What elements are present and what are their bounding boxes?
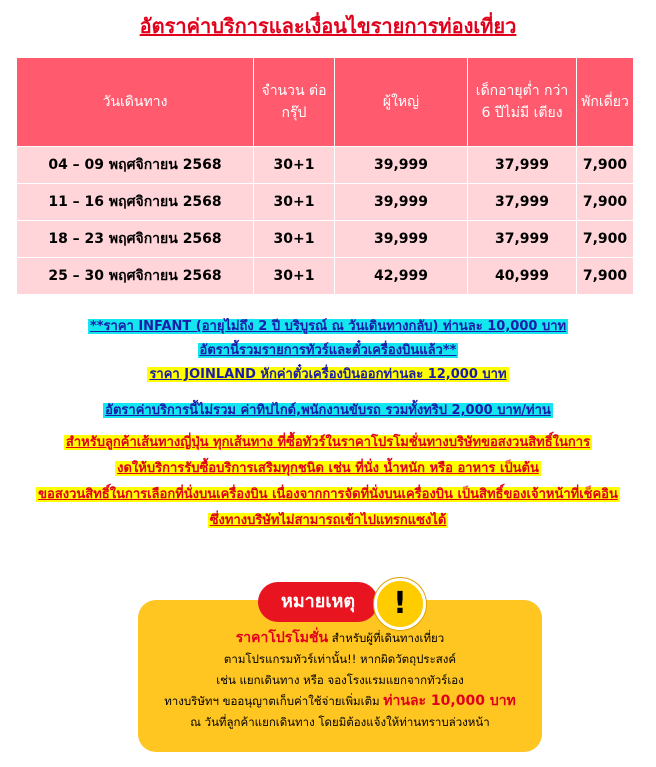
table-row: [17, 147, 634, 184]
remark-amount: ท่านละ 10,000 บาท: [383, 693, 516, 709]
joinland-note-text: ราคา JOINLAND หักค่าตั๋วเครื่องบินออกท่านละ 12,000 บาท: [149, 367, 507, 382]
seat-note-line1: [0, 432, 656, 454]
seat-note-line4: [0, 510, 656, 532]
cell-child: 37,999: [468, 147, 577, 184]
cell-single: 7,900: [577, 184, 634, 221]
cell-single: 7,900: [577, 258, 634, 295]
cell-adult: 39,999: [335, 147, 468, 184]
cell-single: 7,900: [577, 147, 634, 184]
header-travel-date: วันเดินทาง: [17, 58, 254, 147]
infant-note-text1: **ราคา INFANT (อายุไม่ถึง 2 ปี บริบูรณ์ ณ วันเดินทางกลับ) ท่านละ 10,000 บาท: [89, 319, 567, 334]
joinland-note: [0, 364, 656, 386]
table-row: [17, 184, 634, 221]
seat-note-text4: ซึ่งทางบริษัทไม่สามารถเข้าไปแทรกแซงได้: [209, 513, 447, 528]
table-row: [17, 221, 634, 258]
remark-line3: เช่น แยกเดินทาง หรือ จองโรงแรมแยกจากทัวร์เอง: [216, 673, 464, 687]
cell-adult: 42,999: [335, 258, 468, 295]
infant-note-line2: [0, 340, 656, 362]
cell-date: 18 – 23 พฤศจิกายน 2568: [17, 221, 254, 258]
page-title: อัตราค่าบริการและเงื่อนไขรายการท่องเที่ยว: [139, 14, 517, 38]
cell-date: 25 – 30 พฤศจิกายน 2568: [17, 258, 254, 295]
seat-note-text3: ขอสงวนสิทธิ์ในการเลือกที่นั่งบนเครื่องบิน เนื่องจากการจัดที่นั่งบนเครื่องบิน เป็นสิทธิ์ของเจ้าหน้าที่เช็คอิน: [38, 487, 618, 502]
cell-child: 40,999: [468, 258, 577, 295]
cell-date: 11 – 16 พฤศจิกายน 2568: [17, 184, 254, 221]
header-group-size: จำนวน ต่อกรุ๊ป: [254, 58, 335, 147]
seat-note-text2: งดให้บริการรับซื้อบริการเสริมทุกชนิด เช่น ที่นั่ง น้ำหนัก หรือ อาหาร เป็นต้น: [117, 461, 539, 476]
remark-line2: ตามโปรแกรมทัวร์เท่านั้น!! หากผิดวัตถุประสงค์: [223, 652, 457, 666]
tip-note: [0, 400, 656, 422]
remark-line1: [138, 628, 542, 649]
exclamation-icon: !: [374, 578, 426, 630]
remark-line1-rest: สำหรับผู้ที่เดินทางเที่ยว: [331, 631, 445, 645]
table-row: [17, 258, 634, 295]
remark-text: [138, 628, 542, 733]
remark-badge: หมายเหตุ: [258, 582, 378, 622]
cell-child: 37,999: [468, 221, 577, 258]
header-single-supplement: พักเดี่ยว: [577, 58, 634, 147]
cell-group: 30+1: [254, 184, 335, 221]
remark-promo: ราคาโปรโมชั่น: [235, 630, 329, 646]
infant-note-line1: [0, 316, 656, 338]
table-header-row: [17, 58, 634, 147]
tip-note-text: อัตราค่าบริการนี้ไม่รวม ค่าทิปไกด์,พนักงานขับรถ รวมทั้งทริป 2,000 บาท/ท่าน: [105, 403, 551, 418]
remark-line5: ณ วันที่ลูกค้าแยกเดินทาง โดยมิต้องแจ้งให้ท่านทราบล่วงหน้า: [190, 715, 490, 729]
cell-group: 30+1: [254, 258, 335, 295]
seat-note-line2: [0, 458, 656, 480]
seat-note-line3: [0, 484, 656, 506]
seat-note-text1: สำหรับลูกค้าเส้นทางญี่ปุ่น ทุกเส้นทาง ที่ซื้อทัวร์ในราคาโปรโมชั่นทางบริษัทขอสงวนสิทธิ์ในการ: [65, 435, 591, 450]
cell-adult: 39,999: [335, 184, 468, 221]
infant-note-text2: อัตรานี้รวมรายการทัวร์และตั๋วเครื่องบินแล้ว**: [199, 343, 457, 358]
cell-single: 7,900: [577, 221, 634, 258]
cell-group: 30+1: [254, 147, 335, 184]
cell-date: 04 – 09 พฤศจิกายน 2568: [17, 147, 254, 184]
remark-line4: [138, 691, 542, 712]
remark-line4-pre: ทางบริษัทฯ ขออนุญาตเก็บค่าใช้จ่ายเพิ่มเติม: [164, 694, 380, 708]
price-table: [16, 57, 634, 295]
header-child-no-bed: เด็กอายุต่ำ กว่า 6 ปีไม่มี เตียง: [468, 58, 577, 147]
cell-group: 30+1: [254, 221, 335, 258]
cell-child: 37,999: [468, 184, 577, 221]
cell-adult: 39,999: [335, 221, 468, 258]
header-adult: ผู้ใหญ่: [335, 58, 468, 147]
